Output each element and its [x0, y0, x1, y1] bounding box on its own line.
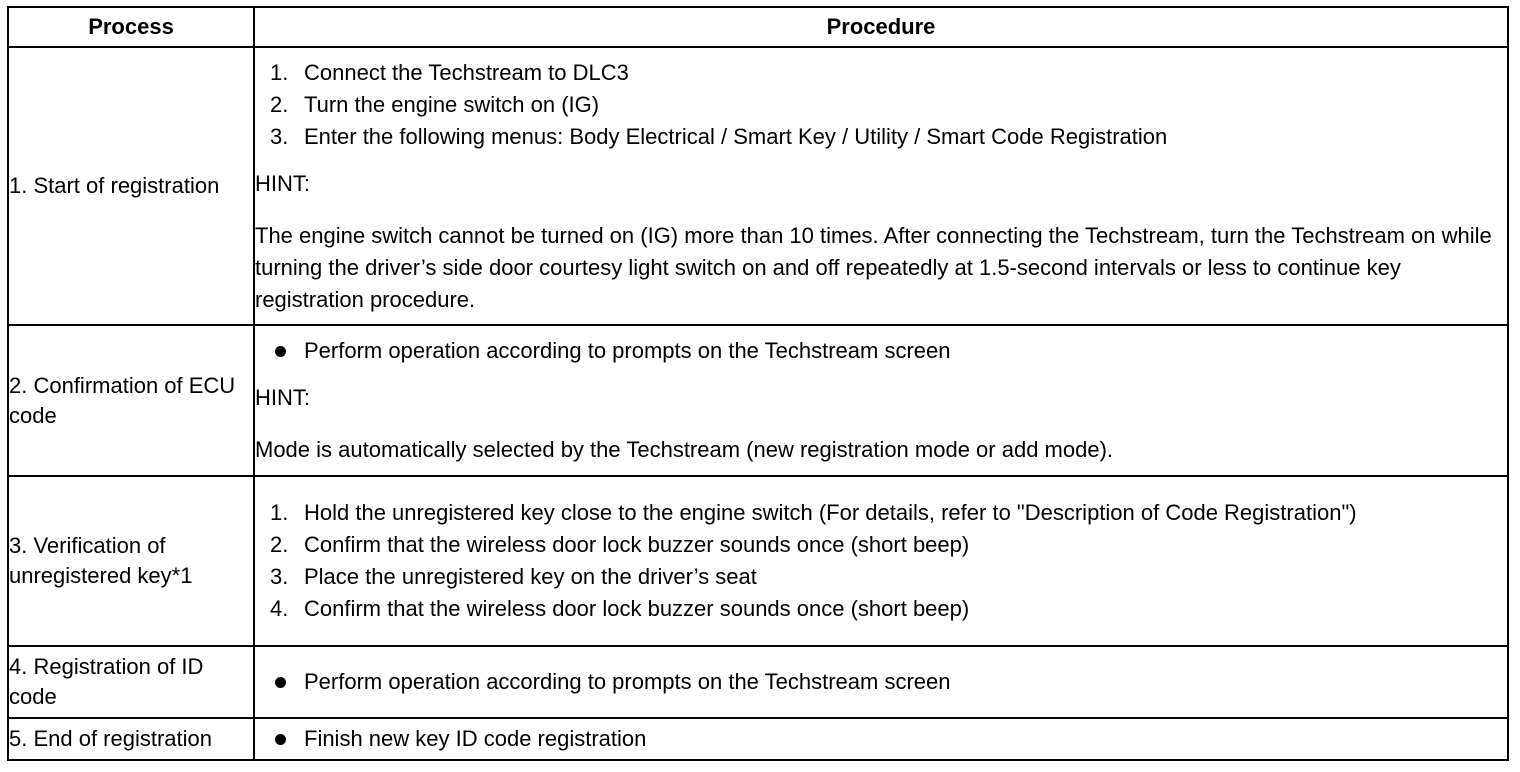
table-row — [8, 476, 1508, 646]
bullet-item — [255, 723, 1507, 755]
step-text: Turn the engine switch on (IG) — [304, 91, 600, 117]
step-number: 3. — [270, 123, 289, 149]
header-procedure: Procedure — [254, 7, 1508, 47]
bullet-text: Finish new key ID code registration — [304, 726, 647, 751]
step-list — [255, 57, 1507, 153]
step-item — [255, 121, 1507, 153]
bullet-icon — [275, 346, 286, 357]
step-text: Confirm that the wireless door lock buzzer sounds once (short beep) — [304, 596, 970, 621]
step-item — [255, 593, 1507, 625]
procedure-cell — [254, 476, 1508, 646]
step-number: 2. — [270, 532, 289, 557]
step-number: 1. — [270, 500, 289, 525]
procedure-cell — [254, 47, 1508, 325]
step-number: 1. — [270, 59, 289, 85]
table-row — [8, 646, 1508, 718]
procedure-cell — [254, 718, 1508, 760]
bullet-item — [255, 666, 1507, 698]
step-item — [255, 57, 1507, 89]
bullet-list — [255, 666, 1507, 698]
process-cell: 5. End of registration — [8, 718, 254, 760]
step-text: Connect the Techstream to DLC3 — [304, 59, 629, 85]
step-item — [255, 497, 1507, 529]
bullet-text: Perform operation according to prompts on the Techstream screen — [304, 669, 951, 694]
hint-label: HINT: — [255, 170, 310, 196]
bullet-list — [255, 335, 1507, 367]
header-row — [8, 7, 1508, 47]
step-text: Hold the unregistered key close to the engine switch (For details, refer to "Description of Code Registration") — [304, 500, 1357, 525]
process-cell: 2. Confirmation of ECU code — [8, 325, 254, 476]
bullet-list — [255, 723, 1507, 755]
process-cell: 4. Registration of ID code — [8, 646, 254, 718]
hint-text: Mode is automatically selected by the Techstream (new registration mode or add mode). — [255, 437, 1114, 462]
step-text: Enter the following menus: Body Electrical / Smart Key / Utility / Smart Code Registration — [304, 123, 1168, 149]
hint-label: HINT: — [255, 385, 310, 410]
bullet-item — [255, 335, 1507, 367]
procedure-cell — [254, 646, 1508, 718]
table-row — [8, 325, 1508, 476]
procedure-cell — [254, 325, 1508, 476]
header-process: Process — [8, 7, 254, 47]
hint-text: The engine switch cannot be turned on (IG) more than 10 times. After connecting the Techstream, turn the Techstream on while turning the driver’s side door courtesy light switch on and off repeatedly at 1.5-second intervals or less to continue key registration procedure. — [255, 222, 1492, 312]
process-cell: 3. Verification of unregistered key*1 — [8, 476, 254, 646]
table-row — [8, 47, 1508, 325]
step-text: Confirm that the wireless door lock buzzer sounds once (short beep) — [304, 532, 970, 557]
step-text: Place the unregistered key on the driver’s seat — [304, 564, 757, 589]
bullet-icon — [275, 734, 286, 745]
step-number: 4. — [270, 596, 289, 621]
step-number: 3. — [270, 564, 289, 589]
step-item — [255, 89, 1507, 121]
bullet-icon — [275, 677, 286, 688]
process-cell: 1. Start of registration — [8, 47, 254, 325]
step-list — [255, 497, 1507, 625]
bullet-text: Perform operation according to prompts on the Techstream screen — [304, 338, 951, 363]
table-row — [8, 718, 1508, 760]
step-number: 2. — [270, 91, 289, 117]
procedure-table — [7, 6, 1509, 761]
step-item — [255, 529, 1507, 561]
step-item — [255, 561, 1507, 593]
